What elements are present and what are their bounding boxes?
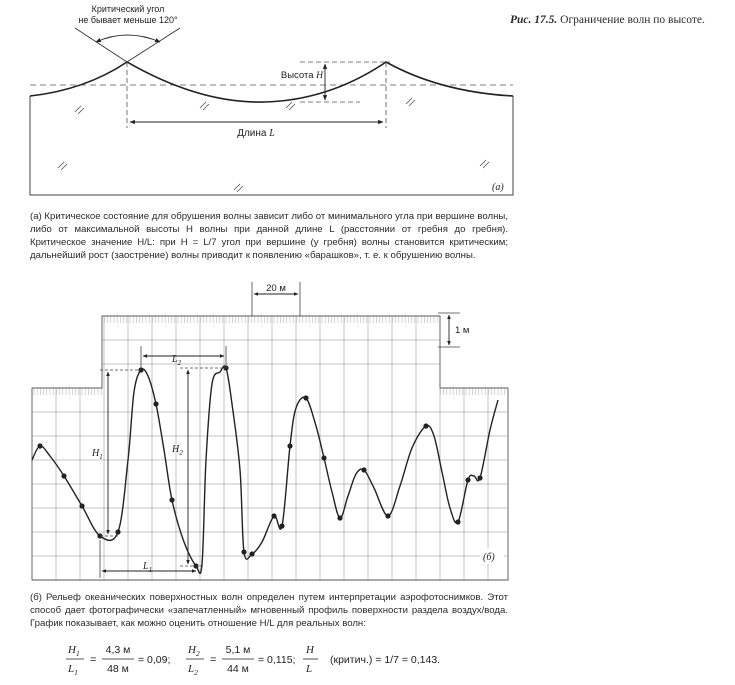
svg-text:48 м: 48 м	[107, 663, 129, 675]
svg-text:44 м: 44 м	[227, 663, 249, 675]
svg-text:L1: $L_1$	[68, 663, 78, 677]
svg-text:L2: $L_2$	[188, 663, 198, 677]
svg-text:4,3 м: 4,3 м	[105, 644, 131, 656]
caption-a: (a) Критическое состояние для обрушения волны зависит либо от минимального угла при вершине волны, либо от максимальной высоты H волны при данной длине L (расстоянии от гребня до гребня). Критическое значение H/L: при H = L/7 угол при вершине (у гребня) волны становится критическим; дальнейший рост (заострение) волны приводит к появлению «барашков», т. е. к обрушению волны.	[30, 211, 508, 261]
wave-point	[169, 497, 174, 502]
ratio-critical	[303, 644, 440, 675]
ratio-2	[186, 644, 295, 677]
crest-tangent-right	[127, 28, 180, 62]
svg-text:L: L	[306, 663, 313, 675]
length-label: Длина L	[237, 128, 275, 139]
crest-tangent-left	[75, 28, 127, 62]
wave-point	[303, 395, 308, 400]
wave-point	[385, 513, 390, 518]
wave-point	[287, 443, 292, 448]
wave-profile-b	[32, 366, 498, 573]
ratio-formula	[60, 640, 530, 680]
svg-text:5,1 м: 5,1 м	[225, 644, 251, 656]
water-hatch-marks	[58, 98, 489, 192]
wave-point	[241, 549, 246, 554]
crest-angle-arc	[96, 35, 160, 42]
crit-angle-line1: Критический угол	[91, 4, 165, 14]
wave-profile-a	[30, 62, 513, 102]
scale-x-label: 20 м	[266, 283, 286, 294]
svg-text:= 0,115;: = 0,115;	[258, 654, 296, 666]
diagram-a	[0, 0, 735, 205]
wave-point	[37, 443, 42, 448]
wave-point	[279, 523, 284, 528]
wave-point	[153, 401, 158, 406]
crit-angle-line2: не бывает меньше 120°	[78, 15, 178, 25]
panel-label-b: (б)	[483, 552, 495, 563]
caption-b: (б) Рельеф океанических поверхностных волн определен путем интерпретации аэрофотоснимков. Этот способ дает фотографически «запечатленный» мгновенный профиль поверхности раздела воздух/вода. График показывает, как можно оценить отношение H/L для реальных волн:	[30, 592, 508, 629]
svg-text:=: =	[90, 654, 97, 666]
svg-text:H: H	[306, 644, 314, 656]
wave-point	[271, 513, 276, 518]
svg-text:=: =	[210, 654, 217, 666]
l1-label: $L_1$	[143, 561, 153, 574]
wave-point	[79, 503, 84, 508]
panel-label-a: (a)	[492, 182, 504, 193]
wave-point	[249, 551, 254, 556]
svg-text:(критич.) = 1/7 = 0,143.: (критич.) = 1/7 = 0,143.	[330, 654, 441, 666]
l2-label: $L_2$	[172, 354, 182, 367]
wave-point	[61, 473, 66, 478]
diagram-b	[0, 280, 735, 590]
wave-point	[423, 423, 428, 428]
scale-y-label: 1 м	[455, 325, 470, 336]
figure-title-text: Ограничение волн по высоте.	[560, 14, 705, 26]
svg-text:H2: $H_2$	[188, 644, 200, 658]
wave-point	[477, 475, 482, 480]
wave-point	[321, 455, 326, 460]
svg-text:= 0,09;: = 0,09;	[138, 654, 171, 666]
height-label: Высота H	[280, 70, 323, 81]
wave-point	[115, 529, 120, 534]
svg-text:H1: $H_1$	[68, 644, 80, 658]
ratio-1	[66, 644, 170, 677]
figure-number: Рис. 17.5.	[510, 14, 558, 26]
wave-point	[455, 519, 460, 524]
wave-point	[465, 477, 470, 482]
h1-label: $H_1$	[92, 448, 103, 461]
wave-point	[337, 515, 342, 520]
water-box	[30, 96, 513, 195]
h2-label: $H_2$	[172, 444, 183, 457]
wave-point	[361, 467, 366, 472]
